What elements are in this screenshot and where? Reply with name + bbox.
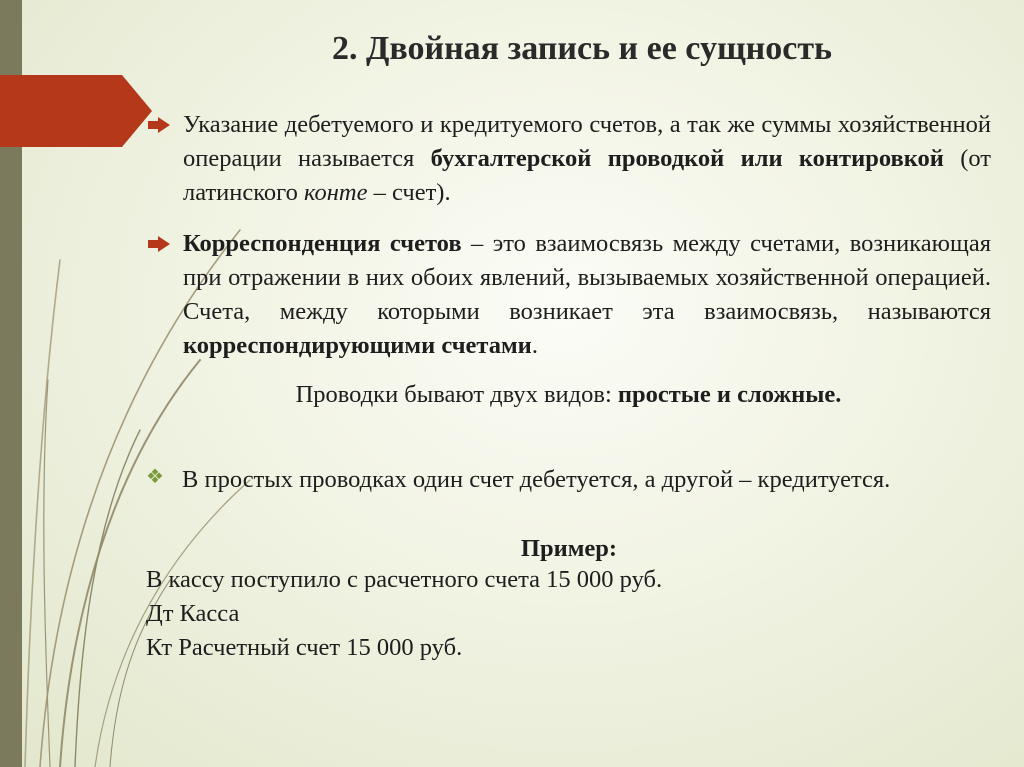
paragraph-account-correspondence: Корреспонденция счетов – это взаимосвязь между счетами, возникающая при отражении в них обоих явлений, вызываемых хозяйственной операцией. Счета, между которыми возникает эта взаимосвязь, называются корреспондирующими счетами. — [183, 230, 991, 359]
example-heading: Пример: — [520, 535, 618, 562]
paragraph-bookkeeping-entry: Указание дебетуемого и кредитуемого счетов, а так же суммы хозяйственной операции называется бухгалтерской проводкой или контировкой (от латинского конте – счет). — [183, 111, 991, 206]
example-line-2: Дт Касса — [146, 600, 240, 627]
example-line-3: Кт Расчетный счет 15 000 руб. — [146, 634, 463, 661]
arrow-bullet-icon — [146, 115, 172, 135]
arrow-bullet-icon — [146, 234, 172, 254]
entry-kinds-line: Проводки бывают двух видов: простые и сложные. — [295, 381, 842, 408]
diamond-bullet-icon: ❖ — [146, 466, 164, 488]
page-title: 2. Двойная запись и ее сущность — [331, 30, 833, 67]
accent-tab-shape — [0, 75, 160, 147]
example-line-1: В кассу поступило с расчетного счета 15 000 руб. — [146, 566, 663, 593]
paragraph-simple-entries: В простых проводках один счет дебетуется, а другой – кредитуется. — [182, 466, 891, 493]
